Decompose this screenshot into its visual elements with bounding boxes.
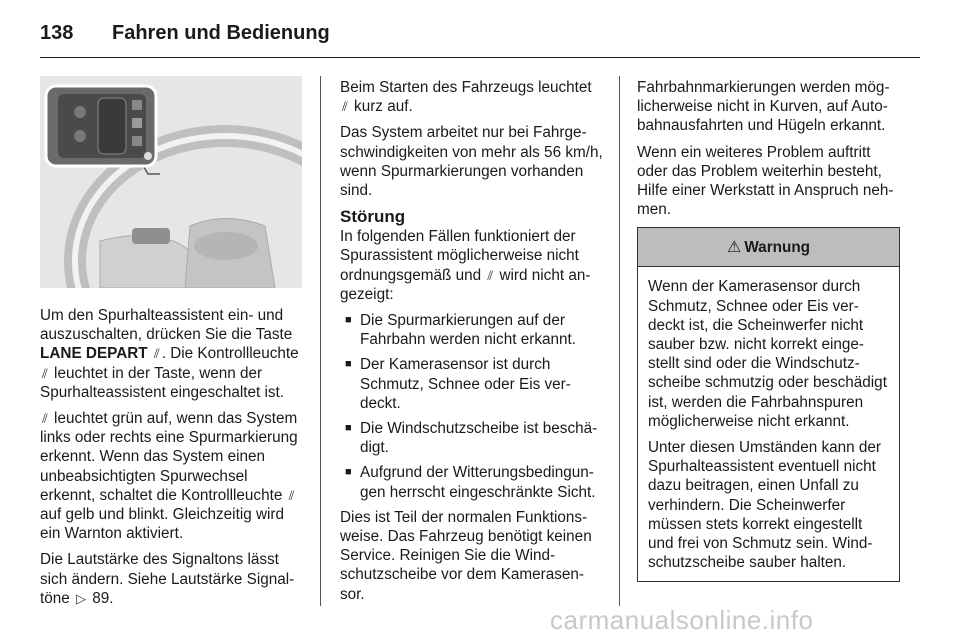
lane-depart-button-label: LANE DEPART <box>40 345 148 363</box>
lane-departure-icon: ⫽ <box>487 267 494 283</box>
column-divider-1 <box>320 76 321 606</box>
page-header <box>40 14 920 52</box>
chapter-title: Fahren und Bedienung <box>112 21 330 44</box>
paragraph-startup: Beim Starten des Fahrzeugs leuchtet ⫽ kurz auf. <box>340 79 592 116</box>
warning-paragraph: Unter diesen Umständen kann der Spurhalteassistent eventuell nicht dazu beitragen, einen Unfall zu verhindern. Die Scheinwerfer müssen stets korrekt eingestellt und frei von Schmutz sein. Windschutzscheibe sauber halten. <box>648 439 881 572</box>
section-heading-stoerung: Störung <box>340 207 406 227</box>
column-3 <box>637 78 900 582</box>
warning-body <box>638 267 899 581</box>
watermark-text: carmanualsonline.info <box>550 605 814 635</box>
header-divider <box>40 57 920 58</box>
page-number: 138 <box>40 21 74 44</box>
lane-departure-icon: ⫽ <box>153 346 160 362</box>
steering-wheel-illustration <box>40 76 302 288</box>
list-item: ■ Die Spurmarkierungen auf der Fahrbahn werden nicht erkannt. <box>340 311 603 349</box>
list-item: ■ Aufgrund der Witterungsbedingungen herrscht eingeschränkte Sicht. <box>340 463 603 501</box>
warning-title: Warnung <box>744 238 811 256</box>
page-reference-link[interactable]: 89. <box>92 589 114 607</box>
paragraph-lane-indicator: ⫽ leuchtet grün auf, wenn das System links oder rechts eine Spurmarkierung erkennt. Wenn das System einen unbeabsichtigten Spurwechsel erkennt, schaltet die Kontrollleuchte ⫽ auf gelb und blinkt. Gleichzeitig wird ein Warnton aktiviert. <box>40 410 298 543</box>
lane-departure-icon: ⫽ <box>342 99 348 115</box>
malfunction-list <box>340 311 603 502</box>
paragraph-normal-operation: Dies ist Teil der normalen Funktionsweise. Das Fahrzeug benötigt keinen Service. Reinigen Sie die Windschutzscheibe vor dem Kamerasensor. <box>340 508 592 603</box>
list-item: ■ Die Windschutzscheibe ist beschädigt. <box>340 419 603 457</box>
warning-paragraph: Wenn der Kamerasensor durch Schmutz, Schnee oder Eis verdeckt ist, die Scheinwerfer nicht sauber bzw. nicht korrekt eingestellt sind oder die Windschutzscheibe schmutzig oder beschädigt ist, werden die Fahrbahnspuren möglicherweise nicht erkannt. <box>648 278 887 430</box>
column-2 <box>340 78 603 611</box>
paragraph-lane-depart-intro: Um den Spurhalteassistent ein- und auszuschalten, drücken Sie die Taste LANE DEPART ⫽ . Die Kontrollleuchte ⫽ leuchtet in der Taste, wenn der Spurhalteassistent eingeschaltet ist. <box>40 307 299 401</box>
paragraph-workshop-help: Wenn ein weiteres Problem auftritt oder das Problem weiterhin besteht, Hilfe einer Werkstatt in Anspruch nehmen. <box>637 143 894 219</box>
paragraph-malfunction-intro: In folgenden Fällen funktioniert der Spurassistent möglicherweise nicht ordnungsgemäß und ⫽ wird nicht angezeigt: <box>340 228 591 303</box>
column-1 <box>40 76 302 615</box>
column-divider-2 <box>619 76 620 606</box>
paragraph-road-markings: Fahrbahnmarkierungen werden möglicherweise nicht in Kurven, auf Autobahnausfahrten und Hügeln erkannt. <box>637 79 890 135</box>
lane-departure-icon: ⫽ <box>42 365 48 381</box>
warning-triangle-icon: ⚠ <box>726 238 742 256</box>
warning-box <box>637 227 900 582</box>
page-reference-icon: ▷ <box>76 590 87 606</box>
lane-departure-icon: ⫽ <box>288 487 295 503</box>
list-item: ■ Der Kamerasensor ist durch Schmutz, Schnee oder Eis verdeckt. <box>340 355 603 413</box>
steering-wheel-image <box>40 76 302 288</box>
lane-departure-icon: ⫽ <box>42 411 48 427</box>
paragraph-speed-condition: Das System arbeitet nur bei Fahrgeschwindigkeiten von mehr als 56 km/h, wenn Spurmarkierungen vorhanden sind. <box>340 124 603 200</box>
paragraph-signal-volume: Die Lautstärke des Signaltons lässt sich ändern. Siehe Lautstärke Signaltöne ▷ 89. <box>40 551 295 607</box>
warning-header <box>638 228 899 267</box>
